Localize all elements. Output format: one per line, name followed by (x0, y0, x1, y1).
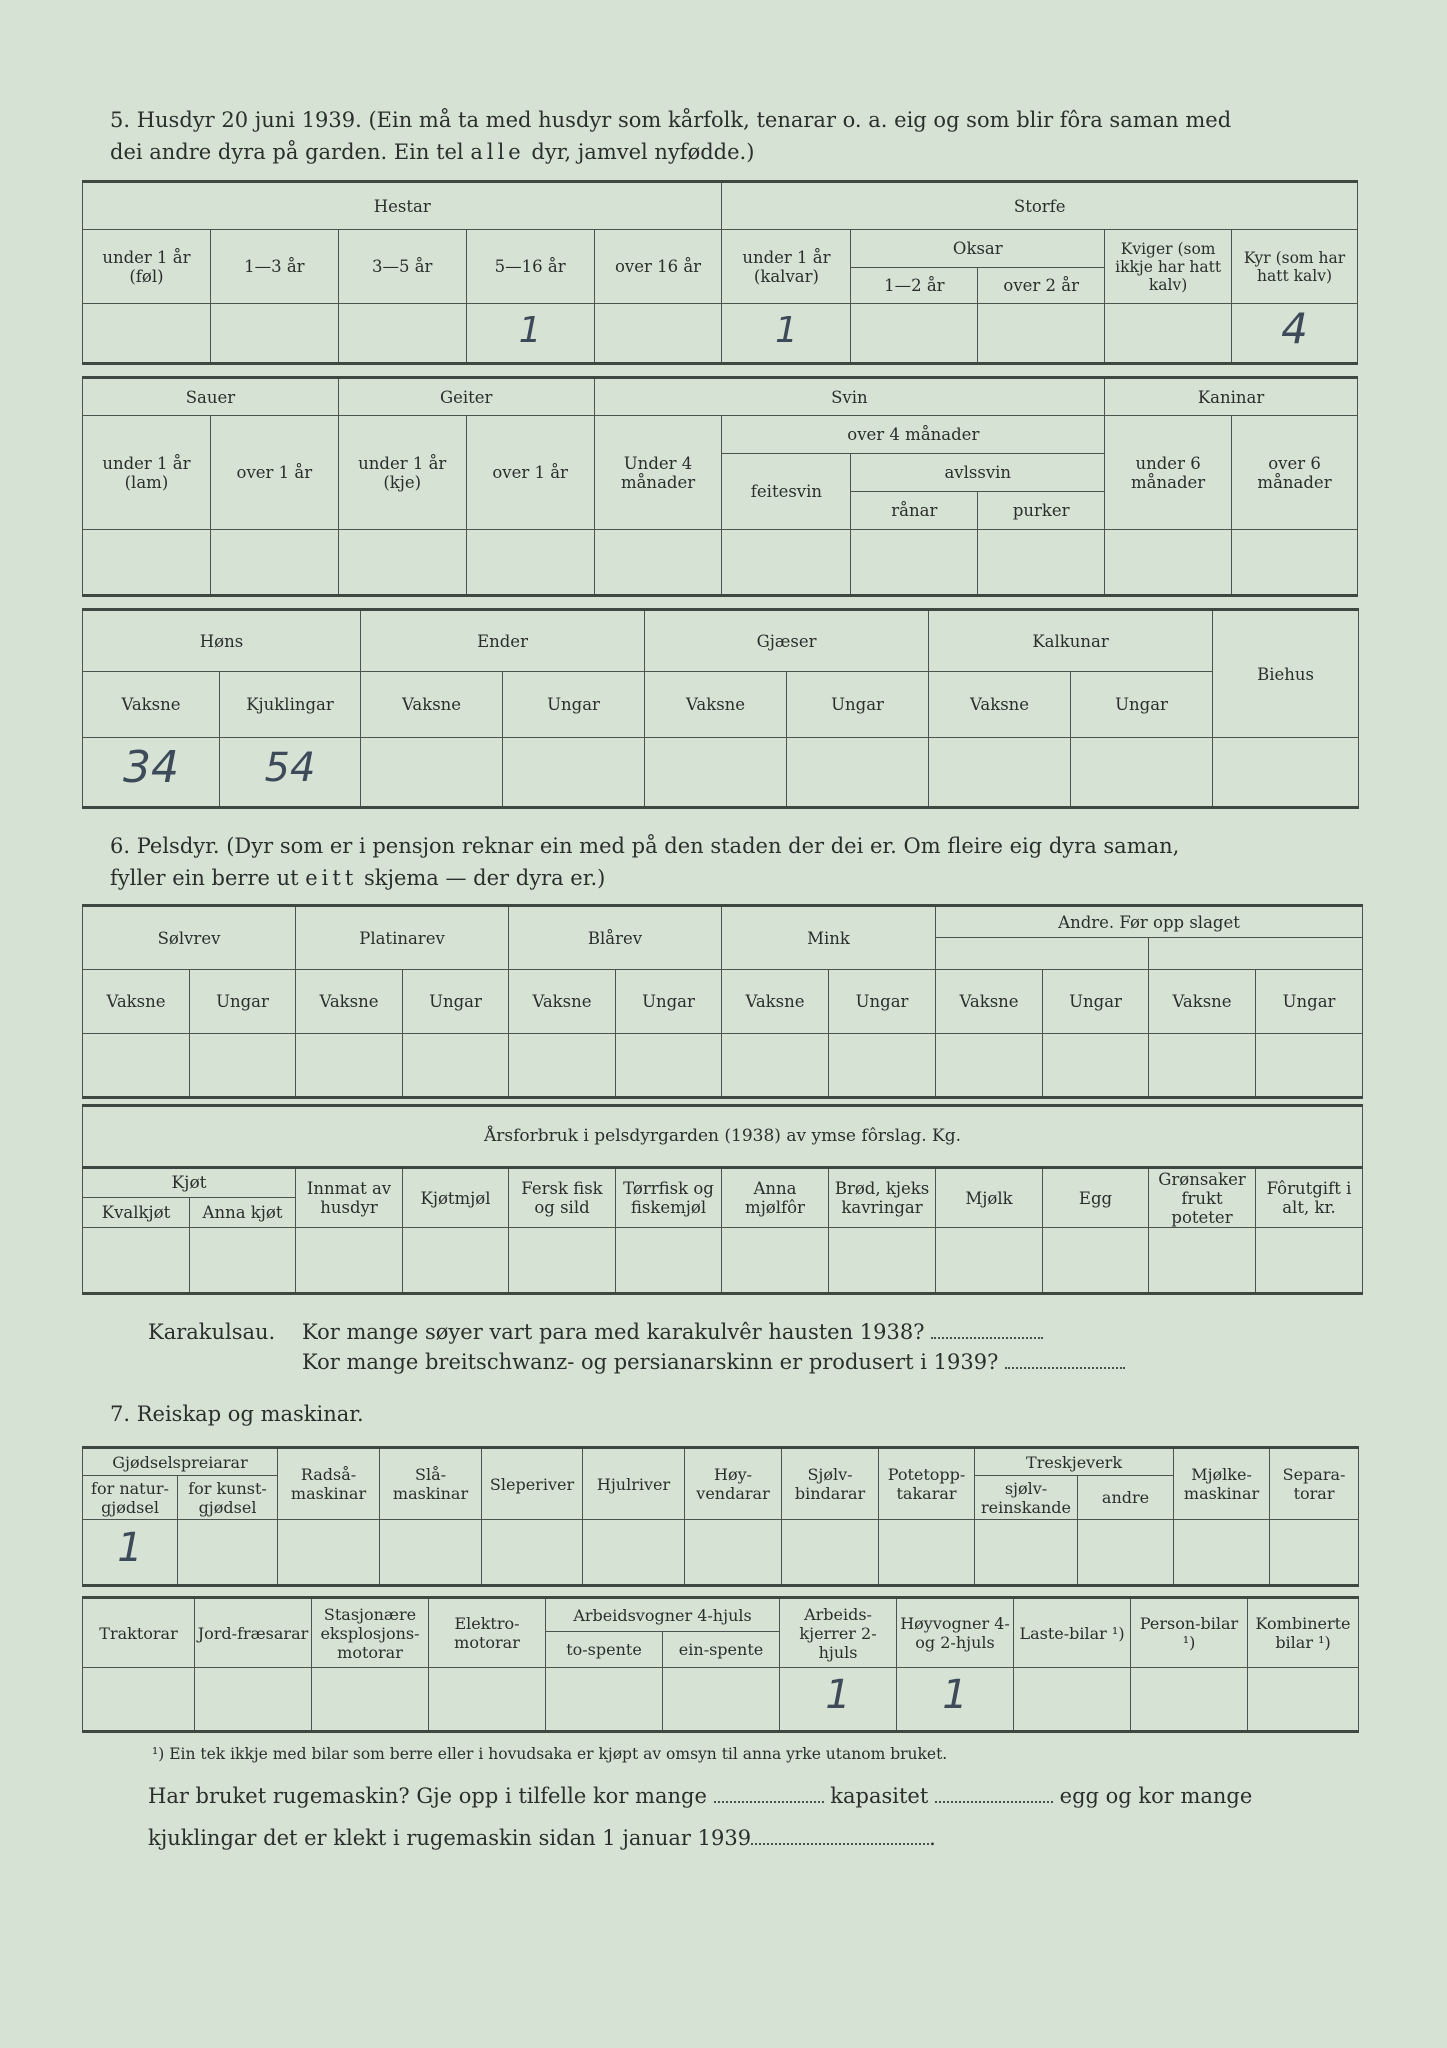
section-6-line-1: 6. Pelsdyr. (Dyr som er i pensjon reknar ein med på den staden der dei er. Om fleire eig dyra saman, (110, 834, 1180, 858)
cell-ender-ungar[interactable] (503, 738, 645, 808)
cell-innmat[interactable] (296, 1228, 403, 1294)
cell-lam[interactable] (83, 530, 211, 596)
cell-jordfresarar[interactable] (195, 1668, 312, 1732)
cell-andre2-ungar[interactable] (1256, 1034, 1363, 1098)
svin-header: Svin (594, 378, 1105, 416)
cell-hest-1-3[interactable] (210, 304, 338, 364)
cell-fersk-fisk[interactable] (509, 1228, 616, 1294)
cell-hest-under-1[interactable] (83, 304, 211, 364)
livestock-sheep-goats-pigs-table (82, 376, 1358, 597)
cell-ender-vaksne[interactable] (361, 738, 503, 808)
cell-egg[interactable] (1043, 1228, 1149, 1294)
rugemaskin-text-2: kapasitet (830, 1784, 929, 1808)
andre-header: Andre. Før opp slaget (936, 906, 1363, 938)
equipment-table-1 (82, 1446, 1359, 1587)
col-blarev-vaksne: Vaksne (509, 970, 616, 1034)
hestar-header: Hestar (83, 182, 722, 230)
col-tresk-andre: andre (1078, 1476, 1174, 1520)
karakul-question-1 (302, 1316, 1043, 1348)
col-kanin-over-6: over 6 månader (1232, 416, 1358, 530)
arbeidsvogner-header: Arbeidsvogner 4-hjuls (546, 1598, 780, 1632)
col-kanin-under-6: under 6 månader (1105, 416, 1232, 530)
cell-oksar-over-2[interactable] (978, 304, 1105, 364)
rugemaskin-text-3: egg og kor mange (1059, 1784, 1253, 1808)
hons-header: Høns (83, 610, 361, 672)
section-5-emphasis: alle (470, 140, 525, 164)
karakul-q1-answer[interactable] (931, 1319, 1043, 1339)
col-anna-mjolfor: Anna mjølfôr (722, 1168, 829, 1228)
cell-platinarev-vaksne[interactable] (296, 1034, 403, 1098)
col-stasjonaere: Stasjonære eksplosjons-motorar (312, 1598, 429, 1668)
cell-solvrev-vaksne[interactable] (83, 1034, 190, 1098)
kjot-header: Kjøt (83, 1168, 296, 1198)
col-kalkunar-ungar: Ungar (1071, 672, 1213, 738)
handwritten-value: 1 (518, 309, 542, 351)
col-elektromotorar: Elektro-motorar (429, 1598, 546, 1668)
col-solvrev-vaksne: Vaksne (83, 970, 190, 1034)
col-oksar-1-2: 1—2 år (851, 268, 978, 304)
col-andre1-vaksne: Vaksne (936, 970, 1043, 1034)
col-mink-vaksne: Vaksne (722, 970, 829, 1034)
cell-kyr[interactable] (1232, 304, 1358, 364)
col-ender-vaksne: Vaksne (361, 672, 503, 738)
cell-kalvar[interactable] (722, 304, 851, 364)
cell-geit-over-1[interactable] (466, 530, 594, 596)
avlssvin-header: avlssvin (851, 454, 1105, 492)
col-geit-over-1: over 1 år (466, 416, 594, 530)
section-5-heading (110, 104, 1360, 168)
consumption-title: Årsforbruk i pelsdyrgarden (1938) av ymse fôrslag. Kg. (83, 1106, 1363, 1168)
section-6-line-2a: fyller ein berre ut (110, 866, 306, 890)
karakul-q2-answer[interactable] (1005, 1349, 1125, 1369)
cell-forutgift[interactable] (1256, 1228, 1363, 1294)
section-6-line-2b: skjema — der dyra er.) (357, 866, 606, 890)
cell-sjolvreinskande[interactable] (975, 1520, 1078, 1586)
handwritten-value: 1 (942, 1672, 968, 1718)
col-tospente: to-spente (546, 1632, 663, 1668)
col-gjaser-vaksne: Vaksne (645, 672, 787, 738)
cell-hoyvogner[interactable] (897, 1668, 1014, 1732)
andre-slag-1[interactable] (936, 938, 1149, 970)
cell-kje[interactable] (338, 530, 466, 596)
col-kviger: Kviger (som ikkje har hatt kalv) (1105, 230, 1232, 304)
cell-solvrev-ungar[interactable] (190, 1034, 296, 1098)
col-sau-over-1: over 1 år (210, 416, 338, 530)
col-kalvar: under 1 år (kalvar) (722, 230, 851, 304)
cell-traktorar[interactable] (83, 1668, 195, 1732)
col-personbilar: Person-bilar ¹) (1131, 1598, 1248, 1668)
poultry-table (82, 608, 1359, 809)
cell-hjulriver[interactable] (583, 1520, 685, 1586)
col-fersk-fisk: Fersk fisk og sild (509, 1168, 616, 1228)
rugemaskin-count-answer[interactable] (714, 1783, 824, 1803)
col-mjolk: Mjølk (936, 1168, 1043, 1228)
cell-hest-over-16[interactable] (594, 304, 722, 364)
col-kvalkjot: Kvalkjøt (83, 1198, 190, 1228)
cell-naturgjodsel[interactable] (83, 1520, 178, 1586)
cell-kjuklingar[interactable] (220, 738, 361, 808)
rugemaskin-text-1: Har bruket rugemaskin? Gje opp i tilfelle kor mange (148, 1784, 707, 1808)
footnote: ¹) Ein tek ikkje med bilar som berre eller i hovudsaka er kjøpt av omsyn til anna yrke utanom bruket. (152, 1745, 948, 1763)
cell-lastebilar[interactable] (1014, 1668, 1131, 1732)
period: . (929, 1826, 936, 1850)
col-kjuklingar: Kjuklingar (220, 672, 361, 738)
col-lastebilar: Laste-bilar ¹) (1014, 1598, 1131, 1668)
col-traktorar: Traktorar (83, 1598, 195, 1668)
handwritten-value: 1 (774, 309, 798, 351)
cell-kviger[interactable] (1105, 304, 1232, 364)
section-5-line-2a: dei andre dyra på garden. Ein tel (110, 140, 471, 164)
solvrev-header: Sølvrev (83, 906, 296, 970)
cell-kanin-under-6[interactable] (1105, 530, 1232, 596)
col-hest-1-3: 1—3 år (210, 230, 338, 304)
col-sla: Slå-maskinar (380, 1448, 482, 1520)
cell-personbilar[interactable] (1131, 1668, 1248, 1732)
col-kjotmjol: Kjøtmjøl (403, 1168, 509, 1228)
blarev-header: Blårev (509, 906, 722, 970)
col-platinarev-vaksne: Vaksne (296, 970, 403, 1034)
geiter-header: Geiter (338, 378, 594, 416)
cell-potetopptakarar[interactable] (879, 1520, 975, 1586)
biehus-header: Biehus (1213, 610, 1359, 738)
handwritten-value: 1 (117, 1525, 143, 1571)
cell-mjolk[interactable] (936, 1228, 1043, 1294)
cell-svin-under-4[interactable] (594, 530, 722, 596)
equipment-table-2 (82, 1596, 1359, 1733)
cell-arbeidskjerrer[interactable] (780, 1668, 897, 1732)
kjuklingar-text: kjuklingar det er klekt i rugemaskin sidan 1 januar 1939 (148, 1826, 752, 1850)
cell-ranar[interactable] (851, 530, 978, 596)
cell-kombinerte-bilar[interactable] (1248, 1668, 1359, 1732)
section-7-heading: 7. Reiskap og maskinar. (110, 1402, 364, 1426)
karakul-q2-text: Kor mange breitschwanz- og persianarskinn er produsert i 1939? (302, 1350, 999, 1374)
col-hest-over-16: over 16 år (594, 230, 722, 304)
cell-hoyvendarar[interactable] (685, 1520, 782, 1586)
col-feitesvin: feitesvin (722, 454, 851, 530)
col-hjulriver: Hjulriver (583, 1448, 685, 1520)
col-andre2-ungar: Ungar (1256, 970, 1363, 1034)
cell-stasjonaere[interactable] (312, 1668, 429, 1732)
cell-andre1-ungar[interactable] (1043, 1034, 1149, 1098)
kjuklingar-question (148, 1822, 936, 1854)
col-hest-3-5: 3—5 år (338, 230, 466, 304)
section-6-emphasis: eitt (305, 866, 358, 890)
col-radsa: Radså-maskinar (278, 1448, 380, 1520)
cell-torrfisk[interactable] (616, 1228, 722, 1294)
col-einspente: ein-spente (663, 1632, 780, 1668)
treskjeverk-header: Treskjeverk (975, 1448, 1174, 1476)
kaninar-header: Kaninar (1105, 378, 1358, 416)
cell-elektromotorar[interactable] (429, 1668, 546, 1732)
cell-hest-5-16[interactable] (466, 304, 594, 364)
oksar-header: Oksar (851, 230, 1105, 268)
cell-mink-ungar[interactable] (829, 1034, 936, 1098)
cell-sla[interactable] (380, 1520, 482, 1586)
col-mink-ungar: Ungar (829, 970, 936, 1034)
cell-biehus[interactable] (1213, 738, 1359, 808)
cell-brod[interactable] (829, 1228, 936, 1294)
col-jordfresarar: Jord-fræsarar (195, 1598, 312, 1668)
col-gjaser-ungar: Ungar (787, 672, 929, 738)
section-5-line-1: 5. Husdyr 20 juni 1939. (Ein må ta med husdyr som kårfolk, tenarar o. a. eig og som blir fôra saman med (110, 108, 1232, 132)
karakul-question-2 (302, 1346, 1125, 1378)
col-hons-vaksne: Vaksne (83, 672, 220, 738)
sauer-header: Sauer (83, 378, 339, 416)
cell-mjolkemaskinar[interactable] (1174, 1520, 1270, 1586)
cell-tresk-andre[interactable] (1078, 1520, 1174, 1586)
cell-gjaser-vaksne[interactable] (645, 738, 787, 808)
col-lam: under 1 år (lam) (83, 416, 211, 530)
handwritten-value: 54 (264, 745, 316, 791)
col-andre2-vaksne: Vaksne (1149, 970, 1256, 1034)
cell-tospente[interactable] (546, 1668, 663, 1732)
cell-einspente[interactable] (663, 1668, 780, 1732)
cell-oksar-1-2[interactable] (851, 304, 978, 364)
cell-anna-kjot[interactable] (190, 1228, 296, 1294)
cell-andre1-vaksne[interactable] (936, 1034, 1043, 1098)
col-hest-5-16: 5—16 år (466, 230, 594, 304)
handwritten-value: 1 (825, 1672, 851, 1718)
col-kje: under 1 år (kje) (338, 416, 466, 530)
cell-blarev-vaksne[interactable] (509, 1034, 616, 1098)
ender-header: Ender (361, 610, 645, 672)
cell-sleperiver[interactable] (482, 1520, 583, 1586)
cell-kjotmjol[interactable] (403, 1228, 509, 1294)
cell-gjaser-ungar[interactable] (787, 738, 929, 808)
col-arbeidskjerrer: Arbeids-kjerrer 2-hjuls (780, 1598, 897, 1668)
handwritten-value: 34 (123, 742, 179, 793)
cell-gronsaker[interactable] (1149, 1228, 1256, 1294)
col-hoyvendarar: Høy-vendarar (685, 1448, 782, 1520)
rugemaskin-question (148, 1780, 1252, 1812)
col-blarev-ungar: Ungar (616, 970, 722, 1034)
col-ender-ungar: Ungar (503, 672, 645, 738)
fur-feed-consumption-table (82, 1104, 1363, 1295)
col-ranar: rånar (851, 492, 978, 530)
col-naturgjodsel: for natur-gjødsel (83, 1476, 178, 1520)
cell-sjolvbindarar[interactable] (782, 1520, 879, 1586)
cell-kanin-over-6[interactable] (1232, 530, 1358, 596)
col-torrfisk: Tørrfisk og fiskemjøl (616, 1168, 722, 1228)
karakul-q1-text: Kor mange søyer vart para med karakulvêr hausten 1938? (302, 1320, 925, 1344)
col-andre1-ungar: Ungar (1043, 970, 1149, 1034)
col-kalkunar-vaksne: Vaksne (929, 672, 1071, 738)
col-solvrev-ungar: Ungar (190, 970, 296, 1034)
col-sleperiver: Sleperiver (482, 1448, 583, 1520)
livestock-horses-cattle-table (82, 180, 1358, 365)
col-sjolvbindarar: Sjølv-bindarar (782, 1448, 879, 1520)
col-hoyvogner: Høyvogner 4- og 2-hjuls (897, 1598, 1014, 1668)
handwritten-value: 4 (1281, 304, 1308, 353)
cell-feitesvin[interactable] (722, 530, 851, 596)
col-sjolvreinskande: sjølv-reinskande (975, 1476, 1078, 1520)
section-5-line-2b: dyr, jamvel nyfødde.) (524, 140, 755, 164)
andre-slag-2[interactable] (1149, 938, 1363, 970)
col-kunstgjodsel: for kunst-gjødsel (178, 1476, 278, 1520)
col-gronsaker: Grønsaker frukt poteter (1149, 1168, 1256, 1228)
col-anna-kjot: Anna kjøt (190, 1198, 296, 1228)
col-kyr: Kyr (som har hatt kalv) (1232, 230, 1358, 304)
col-potetopptakarar: Potetopp-takarar (879, 1448, 975, 1520)
cell-blarev-ungar[interactable] (616, 1034, 722, 1098)
cell-purker[interactable] (978, 530, 1105, 596)
fur-animals-table (82, 904, 1363, 1099)
cell-hest-3-5[interactable] (338, 304, 466, 364)
cell-radsa[interactable] (278, 1520, 380, 1586)
cell-kvalkjot[interactable] (83, 1228, 190, 1294)
cell-hons-vaksne[interactable] (83, 738, 220, 808)
col-brod: Brød, kjeks kavringar (829, 1168, 936, 1228)
cell-kunstgjodsel[interactable] (178, 1520, 278, 1586)
mink-header: Mink (722, 906, 936, 970)
kjuklingar-answer[interactable] (751, 1825, 929, 1845)
col-innmat: Innmat av husdyr (296, 1168, 403, 1228)
rugemaskin-capacity-answer[interactable] (935, 1783, 1053, 1803)
col-svin-under-4: Under 4 månader (594, 416, 722, 530)
karakul-label: Karakulsau. (148, 1320, 276, 1344)
section-6-heading (110, 830, 1360, 894)
col-purker: purker (978, 492, 1105, 530)
cell-separatorar[interactable] (1270, 1520, 1359, 1586)
cell-kalkunar-ungar[interactable] (1071, 738, 1213, 808)
cell-sau-over-1[interactable] (210, 530, 338, 596)
col-hest-under-1: under 1 år (føl) (83, 230, 211, 304)
gjodselspreiarar-header: Gjødselspreiarar (83, 1448, 278, 1476)
col-egg: Egg (1043, 1168, 1149, 1228)
svin-over-4-header: over 4 månader (722, 416, 1105, 454)
kalkunar-header: Kalkunar (929, 610, 1213, 672)
cell-mink-vaksne[interactable] (722, 1034, 829, 1098)
col-forutgift: Fôrutgift i alt, kr. (1256, 1168, 1363, 1228)
storfe-header: Storfe (722, 182, 1358, 230)
cell-anna-mjolfor[interactable] (722, 1228, 829, 1294)
platinarev-header: Platinarev (296, 906, 509, 970)
col-mjolkemaskinar: Mjølke-maskinar (1174, 1448, 1270, 1520)
cell-andre2-vaksne[interactable] (1149, 1034, 1256, 1098)
col-platinarev-ungar: Ungar (403, 970, 509, 1034)
gjaser-header: Gjæser (645, 610, 929, 672)
col-kombinerte-bilar: Kombinerte bilar ¹) (1248, 1598, 1359, 1668)
cell-platinarev-ungar[interactable] (403, 1034, 509, 1098)
col-separatorar: Separa-torar (1270, 1448, 1359, 1520)
col-oksar-over-2: over 2 år (978, 268, 1105, 304)
cell-kalkunar-vaksne[interactable] (929, 738, 1071, 808)
